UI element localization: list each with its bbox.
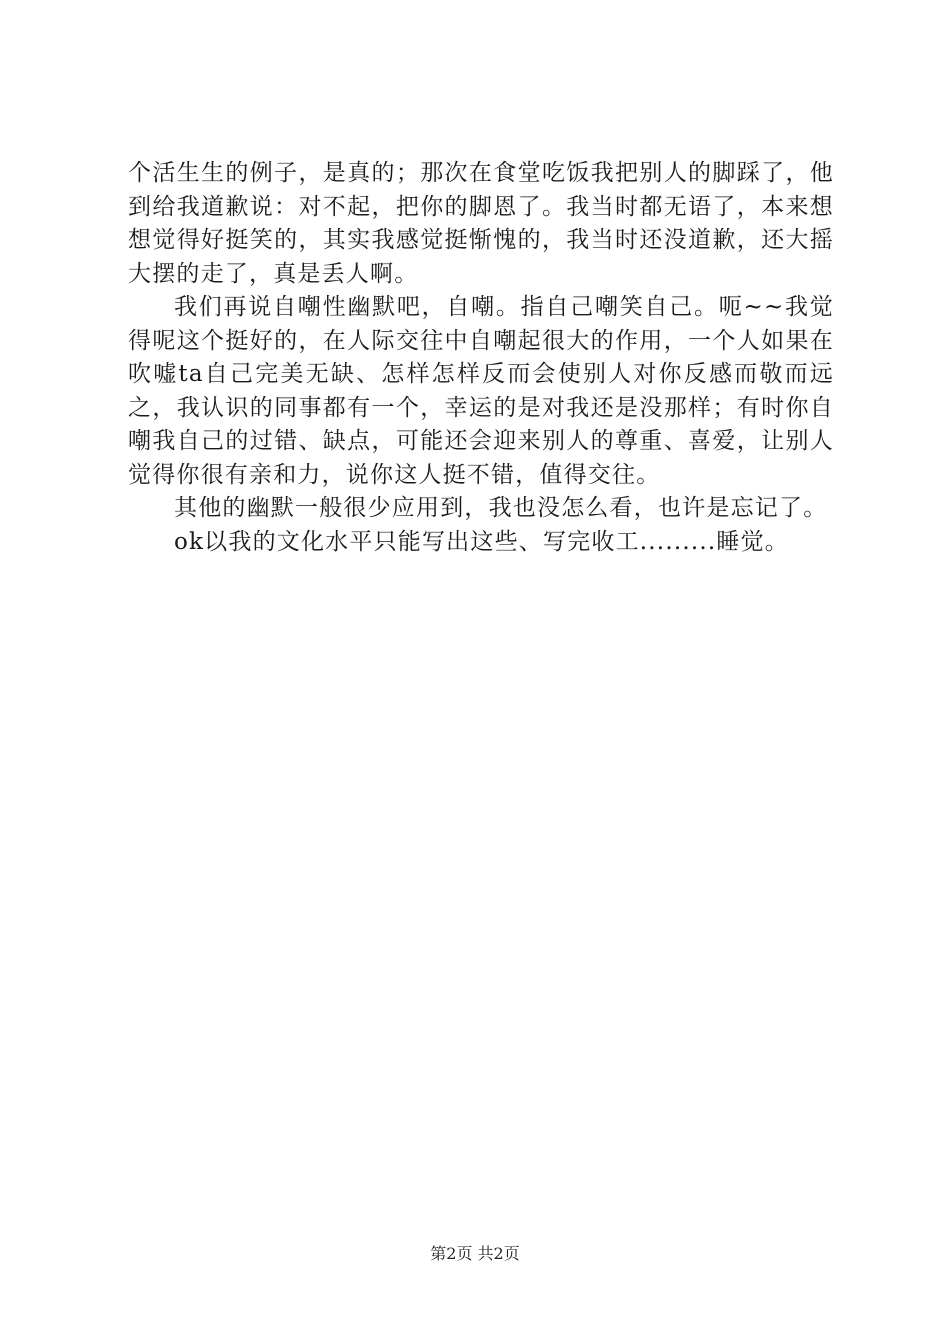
paragraph-continuation: 个活生生的例子，是真的；那次在食堂吃饭我把别人的脚踩了，他到给我道歉说：对不起，把你的脚恩了。我当时都无语了，本来想想觉得好挺笑的，其实我感觉挺惭愧的，我当时还没道歉，还大摇大摆的走了，真是丢人啊。 (128, 160, 834, 287)
document-body (128, 157, 834, 559)
paragraph-other-humor: 其他的幽默一般很少应用到，我也没怎么看，也许是忘记了。 (174, 495, 828, 521)
page-number-footer: 第2页 共2页 (430, 1244, 520, 1263)
paragraph-self-mockery: 我们再说自嘲性幽默吧，自嘲。指自己嘲笑自己。呃~~我觉得呢这个挺好的，在人际交往中自嘲起很大的作用，一个人如果在吹嘘ta自己完美无缺、怎样怎样反而会使别人对你反感而敬而远之，我认识的同事都有一个，幸运的是对我还是没那样；有时你自嘲我自己的过错、缺点，可能还会迎来别人的尊重、喜爱，让别人觉得你很有亲和力，说你这人挺不错，值得交往。 (128, 294, 834, 488)
paragraph-closing: ok以我的文化水平只能写出这些、写完收工.........睡觉。 (174, 528, 789, 555)
